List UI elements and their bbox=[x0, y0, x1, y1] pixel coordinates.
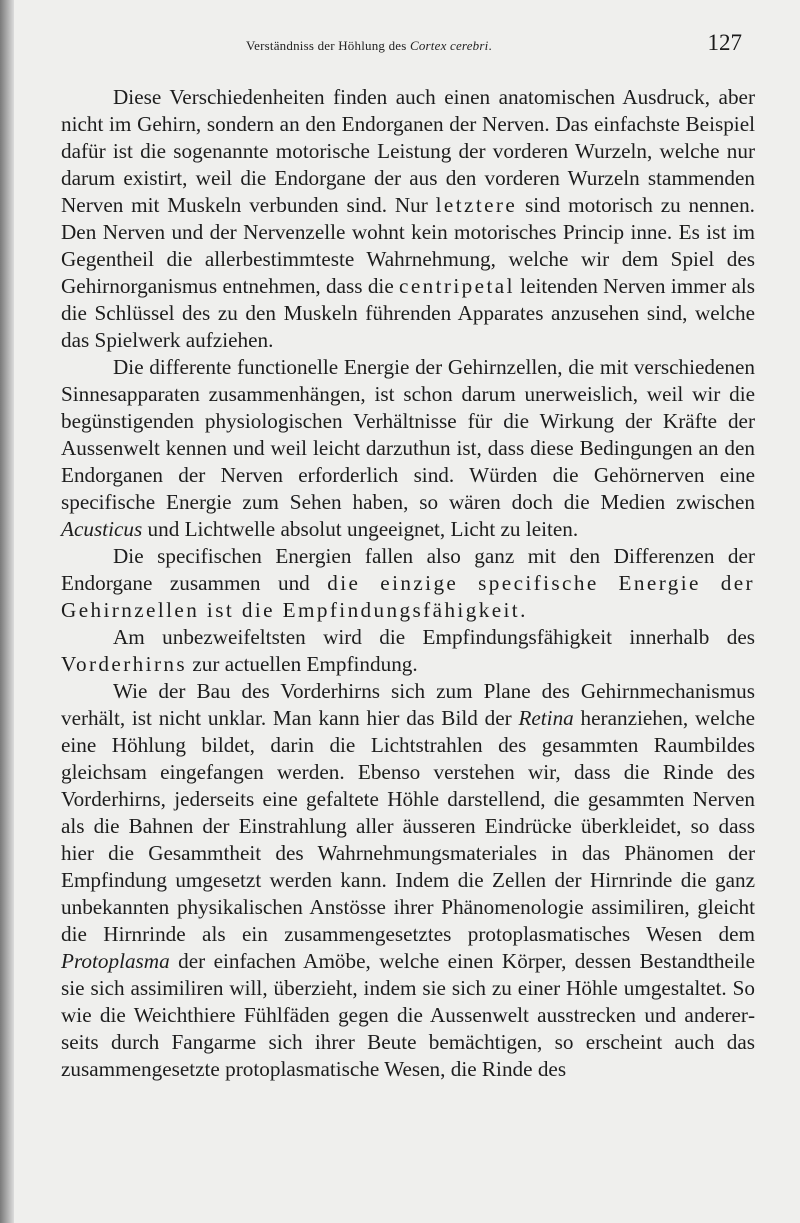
italic-term: Acusticus bbox=[61, 517, 143, 541]
spaced-emphasis: die einzige specifische Energie der Gehirnzellen ist die Empfindungsfähigkeit bbox=[61, 571, 756, 622]
running-head-end: . bbox=[488, 38, 492, 53]
text-run: Wie der Bau des Vorderhirns sich zum Plane des Gehirnmechanismus verhält, ist nicht unklar. Man kann hier das Bild der bbox=[61, 679, 755, 730]
text-run: zur actuellen Empfindung. bbox=[187, 652, 418, 676]
book-page bbox=[14, 0, 800, 1223]
text-run: Die specifischen Energien fallen also ganz mit den Differenzen der Endorgane zusammen und bbox=[61, 544, 755, 595]
text-run: . bbox=[520, 598, 526, 622]
text-run: sind motorisch zu nennen. Den Nerven und der Nervenzelle wohnt kein motorisches Princip inne. Es ist im Gegentheil die allerbestimmteste Wahrnehmung, welche wir dem Spiel des Gehirnorganismus entnehmen, dass die bbox=[61, 193, 755, 298]
paragraph bbox=[61, 84, 755, 354]
text-run: der einfachen Amöbe, welche einen Körper, dessen Bestandtheile sie sich assimiliren will, überzieht, indem sie sich zu einer Höhle umgestaltet. So wie die Weichthiere Fühlfäden gegen die Aussenwelt ausstrecken und andererseits durch Fangarme sich ihrer Beute bemächtigen, so erscheint auch das zusammengesetzte protoplasmatische Wesen, die Rinde des bbox=[61, 949, 755, 1081]
paragraph bbox=[61, 543, 755, 624]
text-run: leitenden Nerven immer als die Schlüssel des zu den Muskeln führenden Apparates anzusehen sind, welche das Spielwerk aufziehen. bbox=[61, 274, 755, 352]
spaced-emphasis: letztere bbox=[435, 193, 518, 217]
running-head-italic: Cortex cerebri bbox=[409, 38, 489, 53]
italic-term: Retina bbox=[518, 706, 574, 730]
paragraph bbox=[61, 624, 755, 678]
text-run: Am unbezweifeltsten wird die Empfindungsfähigkeit innerhalb des bbox=[113, 625, 755, 649]
italic-term: Protoplasma bbox=[61, 949, 170, 973]
paragraph bbox=[61, 354, 755, 543]
running-head-text: Verständniss der Höhlung des bbox=[246, 38, 410, 53]
paragraph bbox=[61, 678, 755, 1083]
body-text bbox=[61, 84, 755, 1083]
page-gutter-shadow bbox=[0, 0, 14, 1223]
text-run: und Lichtwelle absolut ungeeignet, Licht zu leiten. bbox=[142, 517, 579, 541]
text-run: Diese Verschiedenheiten finden auch einen anatomischen Ausdruck, aber nicht im Gehirn, sondern an den Endorganen der Nerven. Das einfachste Beispiel dafür ist die sogenannte motorische Leistung der vorderen Wurzeln, welche nur darum existirt, weil die Endorgane der aus den vorderen Wurzeln stammenden Nerven mit Muskeln verbunden sind. Nur bbox=[61, 85, 755, 217]
spaced-emphasis: Vorderhirns bbox=[61, 652, 188, 676]
running-head bbox=[246, 38, 492, 54]
page-number: 127 bbox=[707, 30, 742, 55]
spaced-emphasis: centripetal bbox=[399, 274, 515, 298]
page-header bbox=[14, 30, 800, 60]
text-run: Die differente functionelle Energie der Gehirnzellen, die mit verschiedenen Sinnesapparaten zusammenhängen, ist schon darum unerweislich, weil wir die begünstigenden physiologischen Verhältnisse für die Wirkung der Kräfte der Aussenwelt kennen und weil leicht darzuthun ist, dass diese Bedingungen an den Endorganen der Nerven erforderlich sind. Würden die Gehörnerven eine specifische Energie zum Sehen haben, so wären doch die Medien zwischen bbox=[61, 355, 755, 514]
text-run: heranziehen, welche eine Höhlung bildet, darin die Lichtstrahlen des gesammten Raumbildes gleichsam eingefangen werden. Ebenso verstehen wir, dass die Rinde des Vorderhirns, jederseits eine gefaltete Höhle darstellend, die gesammten Nerven als die Bahnen der Einstrahlung aller äusseren Eindrücke überkleidet, so dass hier die Gesammtheit des Wahrnehmungsmateriales in das Phänomen der Empfindung umgesetzt werden kann. Indem die Zellen der Hirnrinde die ganz unbekannten physikalischen Anstösse ihrer Phänomenologie assimiliren, gleicht die Hirnrinde als ein zusammengesetztes protoplasmatisches Wesen dem bbox=[61, 706, 755, 946]
